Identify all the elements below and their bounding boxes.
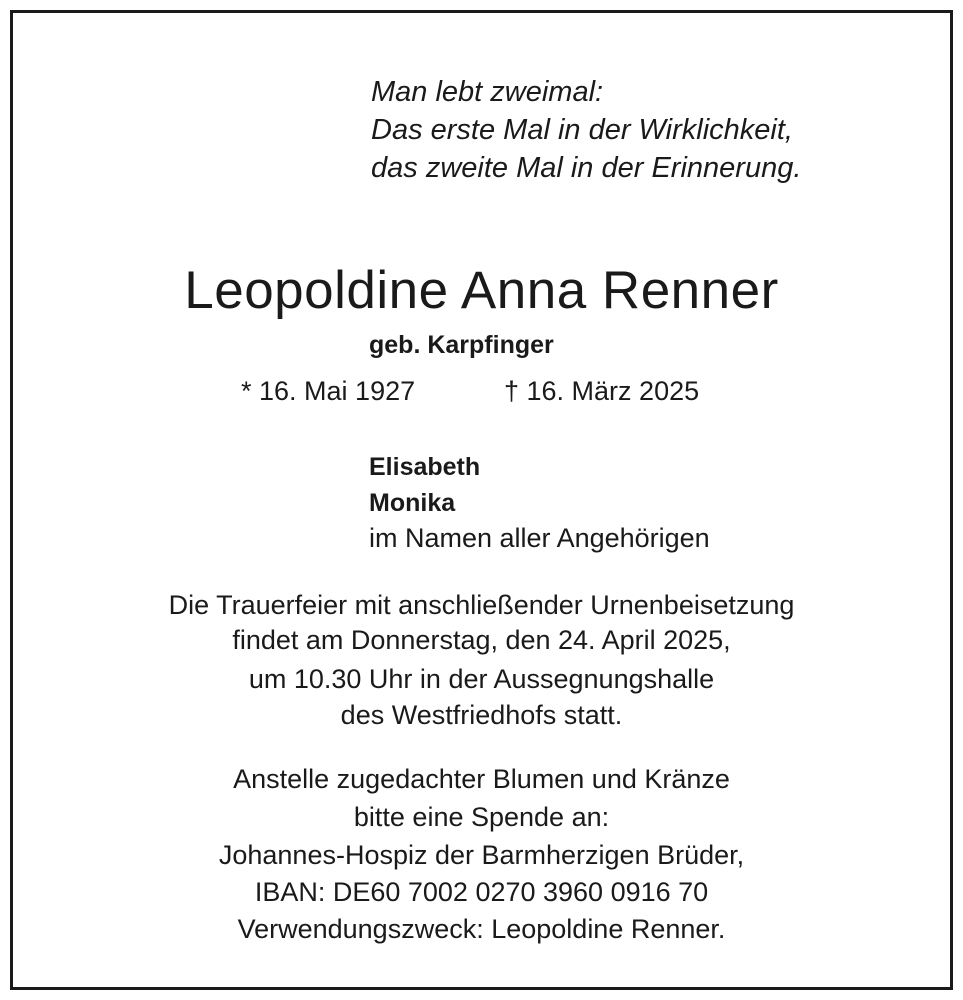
deceased-name: Leopoldine Anna Renner	[184, 261, 779, 320]
mourner-name-2: Monika	[369, 489, 456, 517]
service-line-3: um 10.30 Uhr in der Aussegnungshalle	[248, 664, 715, 694]
service-line-2: findet am Donnerstag, den 24. April 2025,	[232, 625, 731, 655]
quote-line-3: das zweite Mal in der Erinnerung.	[371, 152, 802, 184]
donation-line-2: bitte eine Spende an:	[353, 802, 610, 832]
donation-iban: IBAN: DE60 7002 0270 3960 0916 70	[254, 877, 709, 907]
mourner-name-1: Elisabeth	[369, 453, 481, 481]
donation-line-3: Johannes-Hospiz der Barmherzigen Brüder,	[218, 840, 745, 870]
donation-purpose: Verwendungszweck: Leopoldine Renner.	[237, 914, 726, 944]
donation-line-1: Anstelle zugedachter Blumen und Kränze	[233, 764, 730, 794]
maiden-name: geb. Karpfinger	[369, 331, 554, 359]
service-line-4: des Westfriedhofs statt.	[340, 700, 623, 730]
quote-line-1: Man lebt zweimal:	[371, 76, 604, 108]
quote-line-2: Das erste Mal in der Wirklichkeit,	[371, 114, 793, 146]
birth-date: * 16. Mai 1927	[241, 376, 416, 406]
service-line-1: Die Trauerfeier mit anschließender Urnenbeisetzung	[168, 590, 795, 620]
death-date: † 16. März 2025	[504, 376, 700, 406]
mourner-note: im Namen aller Angehörigen	[369, 523, 710, 553]
